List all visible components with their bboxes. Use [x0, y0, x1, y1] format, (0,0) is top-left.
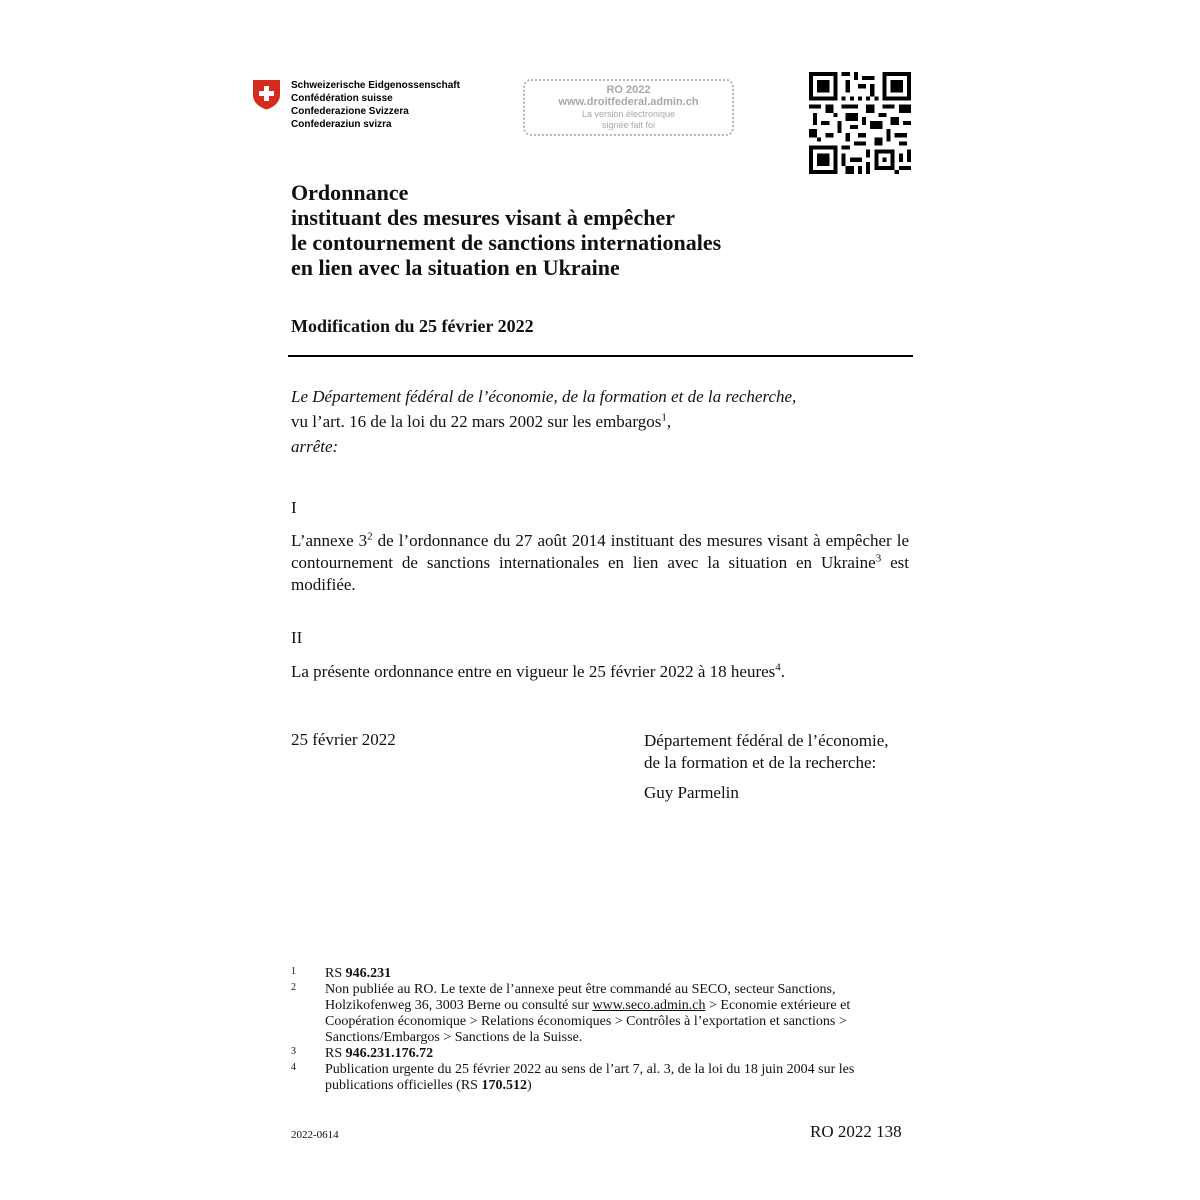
title-line-2: instituant des mesures visant à empêcher	[291, 205, 675, 230]
footnote-1-prefix: RS	[325, 966, 346, 981]
title-divider	[288, 355, 913, 357]
section-text-1	[291, 530, 909, 596]
footnote-ref-1[interactable]: 1	[661, 411, 667, 424]
footnote-3-ref: 946.231.176.72	[345, 1046, 434, 1061]
seco-link[interactable]: www.seco.admin.ch	[592, 998, 706, 1013]
footnote-number-4: 4	[291, 1062, 296, 1073]
electronic-signature-stamp	[523, 79, 734, 136]
footnote-2-text-a: Non publiée au RO. Le texte de l’annexe peut être commandé au SECO, secteur Sanctions, Holzikofenweg 36, 3003 Berne ou consulté sur	[325, 982, 836, 1013]
preamble-basis	[291, 411, 911, 433]
footnotes	[291, 966, 916, 1094]
signature-department	[644, 730, 888, 774]
preamble-basis-text: vu l’art. 16 de la loi du 22 mars 2002 sur les embargos	[291, 412, 662, 431]
section-number-2: II	[291, 628, 303, 647]
footnote-ref-4[interactable]: 4	[775, 661, 781, 674]
title-line-1: Ordonnance	[291, 180, 409, 205]
confederation-line-fr: Confédération suisse	[291, 93, 393, 104]
confederation-line-de: Schweizerische Eidgenossenschaft	[291, 80, 460, 91]
footnote-4-ref: 170.512	[481, 1078, 527, 1093]
footnote-2-text-b: > Economie extérieure et Coopération économique > Relations économiques > Contrôles à l’exportation et sanctions > Sanctions/Embargos > Sanctions de la Suisse.	[325, 998, 851, 1045]
stamp-url: www.droitfederal.admin.ch	[558, 96, 699, 108]
signatory-name: Guy Parmelin	[644, 783, 739, 802]
footnote-2	[291, 982, 916, 1046]
stamp-note-2: signée fait foi	[601, 120, 656, 130]
stamp-note-1: La version électronique	[581, 109, 676, 119]
section-text-2	[291, 661, 909, 683]
stamp-ro: RO 2022	[606, 84, 651, 96]
confederation-line-it: Confederazione Svizzera	[291, 106, 409, 117]
footnote-number-1: 1	[291, 966, 296, 977]
preamble	[291, 386, 911, 461]
signature-date: 25 février 2022	[291, 730, 396, 749]
footnote-4-text-b: )	[526, 1078, 532, 1093]
section-2-text-b: .	[780, 662, 786, 681]
title-line-3: le contournement de sanctions internationales	[291, 230, 722, 255]
modification-date: Modification du 25 février 2022	[291, 316, 534, 336]
signature-department-line-1: Département fédéral de l’économie,	[644, 731, 889, 750]
title-line-4: en lien avec la situation en Ukraine	[291, 255, 620, 280]
signature-department-line-2: de la formation et de la recherche:	[644, 753, 877, 772]
section-1-text-b: de l’ordonnance du 27 août 2014 instituant des mesures visant à empêcher le contournement de sanctions internationales en lien avec la situation en Ukraine	[291, 531, 909, 572]
footnote-4	[291, 1062, 916, 1094]
footnote-4-text-a: Publication urgente du 25 février 2022 au sens de l’art 7, al. 3, de la loi du 18 juin 2004 sur les publications officielles (RS	[325, 1062, 855, 1093]
footnote-number-3: 3	[291, 1046, 296, 1057]
page-title	[291, 180, 721, 280]
page-reference: RO 2022 138	[810, 1122, 902, 1141]
preamble-basis-end: ,	[666, 412, 672, 431]
section-2-text-a: La présente ordonnance entre en vigueur le 25 février 2022 à 18 heures	[291, 662, 776, 681]
confederation-line-rm: Confederaziun svizra	[291, 119, 392, 130]
preamble-authority: Le Département fédéral de l’économie, de la formation et de la recherche,	[291, 387, 797, 406]
preamble-decree: arrête:	[291, 437, 339, 456]
document-code: 2022-0614	[291, 1129, 339, 1141]
footnote-1	[291, 966, 916, 982]
section-1-text-a: L’annexe 3	[291, 531, 368, 550]
section-1-text-c: est modifiée.	[291, 553, 909, 594]
footnote-ref-2[interactable]: 2	[367, 530, 373, 543]
footnote-3	[291, 1046, 916, 1062]
swiss-coat-of-arms-icon	[252, 79, 281, 110]
section-number-1: I	[291, 498, 297, 517]
confederation-name	[291, 79, 460, 131]
footnote-3-prefix: RS	[325, 1046, 346, 1061]
qr-code-icon	[809, 72, 911, 174]
footnote-number-2: 2	[291, 982, 296, 993]
footnote-ref-3[interactable]: 3	[875, 552, 882, 565]
footnote-1-ref: 946.231	[345, 966, 392, 981]
